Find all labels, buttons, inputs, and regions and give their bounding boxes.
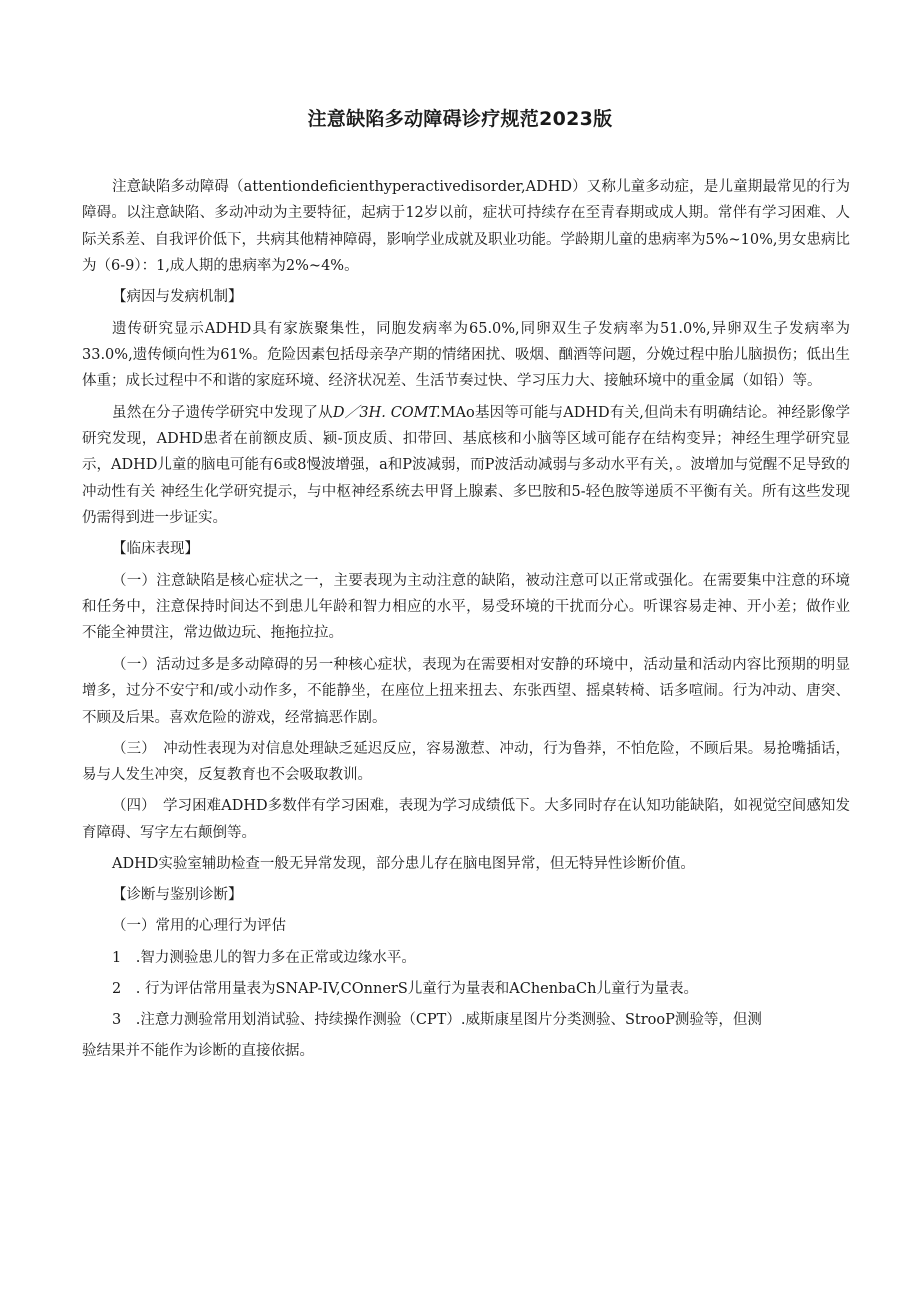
intro-paragraph: 注意缺陷多动障碍（attentiondeficienthyperactivedisorder,ADHD）又称儿童多动症，是儿童期最常见的行为障碍。以注意缺陷、多动冲动为主要特征，起病于12岁以前，症状可持续存在至青春期或成人期。常伴有学习困难、人际关系差、自我评价低下，共病其他精神障碍，影响学业成就及职业功能。学龄期儿童的患病率为5%~10%,男女患病比为（6-9）：1,成人期的患病率为2%~4%。 — [82, 179, 850, 275]
clinical-paragraph-3: （三） 冲动性表现为对信息处理缺乏延迟反应，容易激惹、冲动，行为鲁莽，不怕危险，不顾后果。易抢嘴插话，易与人发生冲突，反复教育也不会吸取教训。 — [82, 740, 850, 784]
document-body — [82, 174, 850, 1069]
etiology-paragraph-2 — [82, 400, 850, 532]
clinical-paragraph-1: （一）注意缺陷是核心症状之一，主要表现为主动注意的缺陷，被动注意可以正常或强化。在需要集中注意的环境和任务中，注意保持时间达不到患儿年龄和智力相应的水平，易受环境的干扰而分心。听课容易走神、开小差；做作业不能全神贯注，常边做边玩、拖拖拉拉。 — [82, 572, 850, 642]
diagnosis-subheading-1: （一）常用的心理行为评估 — [112, 918, 286, 935]
clinical-paragraph-5: ADHD实验室辅助检查一般无异常发现，部分患儿存在脑电图异常，但无特异性诊断价值。 — [112, 855, 695, 872]
gene-names-italic: D／3H. COMT. — [332, 404, 441, 421]
diagnosis-item-3: 3 .注意力测验常用划消试验、持续操作测验（CPT）.威斯康星图片分类测验、StrooP测验等，但测 — [112, 1011, 762, 1028]
diagnosis-item-3-continuation: 验结果并不能作为诊断的直接依据。 — [82, 1043, 314, 1060]
document-title: 注意缺陷多动障碍诊疗规范2023版 — [307, 108, 613, 130]
section-heading-clinical: 【临床表现】 — [112, 541, 199, 558]
section-heading-diagnosis: 【诊断与鉴别诊断】 — [112, 887, 243, 904]
diagnosis-item-2: 2 . 行为评估常用量表为SNAP-IV,COnnerS儿童行为量表和AChenbaCh儿童行为量表。 — [112, 980, 698, 997]
diagnosis-item-1: 1 .智力测验患儿的智力多在正常或边缘水平。 — [112, 949, 416, 966]
etiology-text-b: MAo基因等可能与ADHD有关,但尚未有明确结论。神经影像学研究发现，ADHD患者在前额皮质、颍-顶皮质、扣带回、基底核和小脑等区域可能存在结构变异；神经生理学研究显示，ADHD儿童的脑电可能有6或8慢波增强，a和P波减弱，而P波活动减弱与多动水平有关，。波增加与觉醒不足导致的冲动性有关 神经生化学研究提示，与中枢神经系统去甲肾上腺素、多巴胺和5-轻色胺等递质不平衡有关。所有这些发现仍需得到进一步证实。 — [82, 404, 850, 527]
clinical-paragraph-2: （一）活动过多是多动障碍的另一种核心症状，表现为在需要相对安静的环境中，活动量和活动内容比预期的明显增多，过分不安宁和/或小动作多，不能静坐，在座位上扭来扭去、东张西望、摇桌转椅、话多喧闹。行为冲动、唐突、不顾及后果。喜欢危险的游戏，经常搞恶作剧。 — [82, 656, 850, 726]
etiology-text-a: 虽然在分子遗传学研究中发现了从 — [112, 404, 333, 421]
clinical-paragraph-4: （四） 学习困难ADHD多数伴有学习困难，表现为学习成绩低下。大多同时存在认知功能缺陷，如视觉空间感知发育障碍、写字左右颠倒等。 — [82, 798, 850, 841]
etiology-paragraph-1: 遗传研究显示ADHD具有家族聚集性，同胞发病率为65.0%,同卵双生子发病率为51.0%,异卵双生子发病率为33.0%,遗传倾向性为61%。危险因素包括母亲孕产期的情绪困扰、吸烟、酗酒等问题，分娩过程中胎儿脑损伤；低出生体重；成长过程中不和谐的家庭环境、经济状况差、生活节奏过快、学习压力大、接触环境中的重金属（如铅）等。 — [82, 320, 850, 390]
section-heading-etiology: 【病因与发病机制】 — [112, 289, 243, 306]
